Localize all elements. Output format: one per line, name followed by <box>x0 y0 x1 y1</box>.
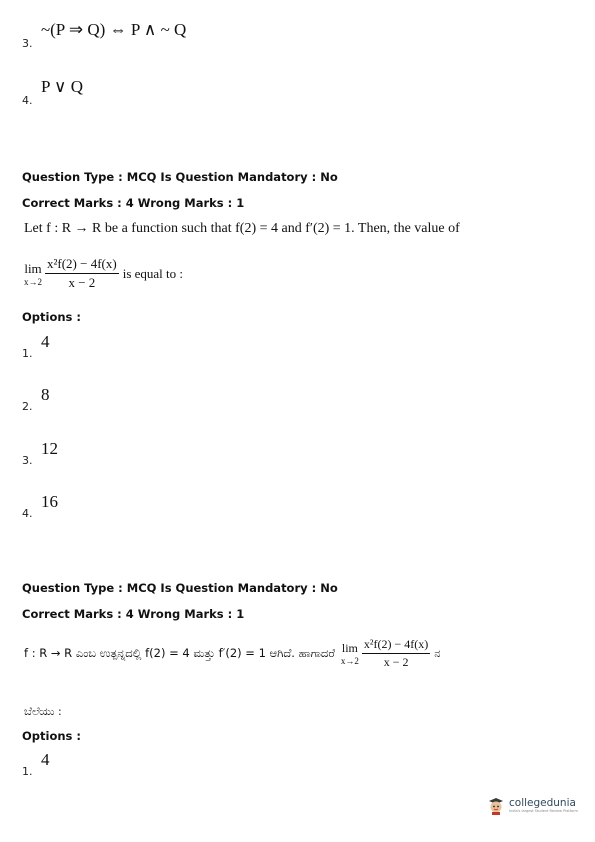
question-stem-row <box>24 637 440 670</box>
option-text: 4 <box>40 332 50 351</box>
option-text: 12 <box>40 439 58 458</box>
options-label: Options : <box>22 729 81 743</box>
question-tail: ನ <box>434 646 441 660</box>
collegedunia-logo <box>486 795 578 815</box>
option-row <box>22 439 58 467</box>
option-row <box>22 385 50 413</box>
option-number: 4. <box>22 507 33 520</box>
fraction-numerator: x²f(2) − 4f(x) <box>362 637 430 654</box>
logo-wordmark: collegedunia <box>509 797 576 809</box>
option-number: 3. <box>22 454 33 467</box>
fraction-denominator: x − 2 <box>383 655 409 669</box>
limit-subscript: x→2 <box>24 276 42 287</box>
limit-word: lim <box>341 641 358 655</box>
limit-subscript: x→2 <box>340 656 359 666</box>
limit-expression <box>24 256 183 291</box>
question-stem: f : R → R ಎಂಬ ಉತ್ಪನ್ನದಲ್ಲಿ f(2) = 4 ಮತ್ತು f′(2) = 1 ಆಗಿದೆ. ಹಾಗಾದರೆ <box>24 646 335 660</box>
logo-tagline: India's largest Student Review Platform <box>509 809 578 813</box>
fraction-numerator: x²f(2) − 4f(x) <box>45 256 119 274</box>
option-text: ~(P ⇒ Q) ⇔ P ∧ ~ Q <box>40 20 187 39</box>
question-type-header: Question Type : MCQ Is Question Mandatory : No <box>22 170 338 184</box>
option-row <box>22 20 187 50</box>
options-label: Options : <box>22 310 81 324</box>
limit-expression <box>341 637 430 670</box>
fraction <box>45 256 119 291</box>
limit-operator <box>24 261 42 287</box>
option-number: 4. <box>22 94 33 107</box>
limit-word: lim <box>24 260 42 276</box>
limit-operator <box>341 641 359 666</box>
option-text: 16 <box>40 492 58 511</box>
mascot-icon <box>486 795 506 815</box>
option-text: 8 <box>40 385 50 404</box>
option-row <box>22 332 50 360</box>
marks-header: Correct Marks : 4 Wrong Marks : 1 <box>22 196 245 210</box>
fraction <box>362 637 430 670</box>
question-type-header: Question Type : MCQ Is Question Mandatory : No <box>22 581 338 595</box>
marks-header: Correct Marks : 4 Wrong Marks : 1 <box>22 607 245 621</box>
question-stem: Let f : R → R be a function such that f(2) = 4 and f′(2) = 1. Then, the value of <box>24 221 460 236</box>
option-row <box>22 750 50 778</box>
option-row <box>22 77 83 107</box>
option-number: 3. <box>22 37 33 50</box>
option-number: 2. <box>22 400 33 413</box>
question-stem-line2: ಬೆಲೆಯು : <box>24 705 62 718</box>
question-tail: is equal to : <box>122 265 184 281</box>
fraction-denominator: x − 2 <box>68 275 96 290</box>
option-text: P ∨ Q <box>40 77 83 96</box>
option-row <box>22 492 58 520</box>
option-text: 4 <box>40 750 50 769</box>
option-number: 1. <box>22 347 33 360</box>
option-number: 1. <box>22 765 33 778</box>
